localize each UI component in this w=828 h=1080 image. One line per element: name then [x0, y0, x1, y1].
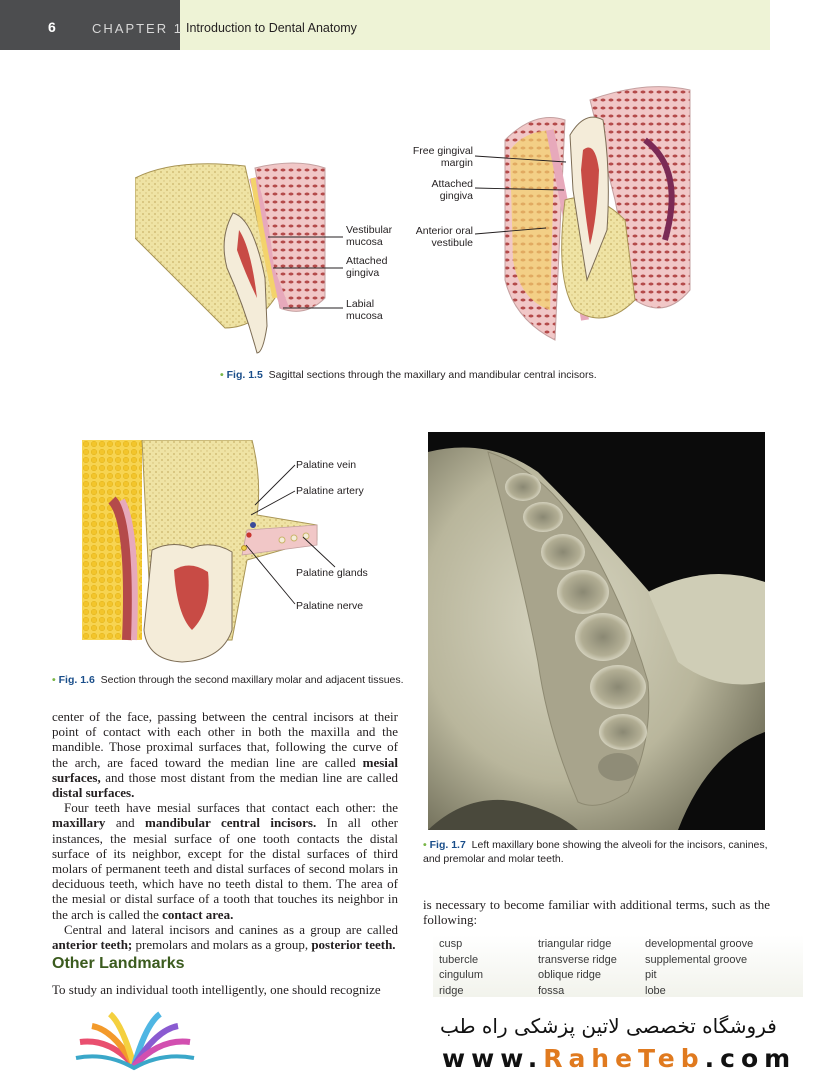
section-heading: Other Landmarks — [52, 955, 185, 972]
term-item: developmental groove — [645, 938, 754, 950]
term-item: cusp — [439, 938, 463, 950]
body-text-left — [52, 709, 398, 952]
label-labial-mucosa: Labial mucosa — [346, 298, 383, 322]
label-palatine-nerve: Palatine nerve — [296, 600, 364, 612]
terms-column-2 — [538, 937, 617, 999]
fig-1-7-caption: • Fig. 1.7 Left maxillary bone showing the alveoli for the incisors, canines, and premolar and molar teeth. — [423, 839, 768, 865]
label-palatine-glands: Palatine glands — [296, 567, 368, 579]
fig-1-6-number: Fig. 1.6 — [58, 674, 95, 686]
term-item: lobe — [645, 984, 666, 997]
term-item: cingulum — [439, 969, 484, 981]
term-item: ridge — [439, 984, 464, 997]
fig-1-5-number: Fig. 1.5 — [226, 369, 263, 381]
term-item: triangular ridge — [538, 938, 612, 950]
fig-1-7-caption-text: Left maxillary bone showing the alveoli for the incisors, canines, and premolar and molar teeth. — [423, 839, 768, 865]
label-vestibular-mucosa: Vestibular mucosa — [346, 224, 393, 248]
fig-1-5-caption-text: Sagittal sections through the maxillary and mandibular central incisors. — [268, 369, 597, 381]
page-number: 6 — [48, 19, 56, 35]
fig-1-6-caption: • Fig. 1.6 Section through the second maxillary molar and adjacent tissues. — [52, 674, 404, 686]
footer-url[interactable]: www.RaheTeb.com — [442, 1044, 797, 1073]
paragraph-1: center of the face, passing between the central incisors at their point of contact with each other in both the maxilla and the mandible. Those proximal surfaces that, following the curve of the arch, are faced toward the median line are called mesial surfaces, and those most distant from the median line are called distal surfaces. — [52, 709, 398, 801]
chapter-title: Introduction to Dental Anatomy — [186, 21, 357, 35]
label-attached-gingiva-left: Attached gingiva — [346, 255, 388, 279]
fig-1-5-caption: • Fig. 1.5 Sagittal sections through the maxillary and mandibular central incisors. — [220, 369, 597, 381]
label-anterior-oral-vestibule: Anterior oral vestibule — [415, 225, 473, 249]
term-item: pit — [645, 969, 657, 981]
book-logo-icon — [70, 1008, 200, 1072]
label-palatine-vein: Palatine vein — [296, 459, 357, 471]
term-item: transverse ridge — [538, 953, 617, 966]
paragraph-3: Central and lateral incisors and canines as a group are called anterior teeth; premolars and molars as a group, posterior teeth. — [52, 921, 398, 953]
term-distal-surfaces: distal surfaces. — [52, 785, 135, 801]
term-mesial-surfaces: mesial surfaces, — [52, 754, 398, 785]
body-text-right-intro: is necessary to become familiar with additional terms, such as the following: — [423, 897, 770, 928]
term-item: tubercle — [439, 953, 479, 966]
paragraph-4: To study an individual tooth intelligently, one should recognize — [52, 982, 381, 997]
label-free-gingival-margin: Free gingival margin — [412, 145, 473, 169]
label-attached-gingiva-right: Attached gingiva — [431, 178, 473, 202]
term-anterior-teeth: anterior teeth; — [52, 937, 133, 953]
term-contact-area: contact area. — [162, 906, 234, 922]
term-posterior-teeth: posterior teeth. — [311, 937, 396, 953]
term-item: fossa — [538, 984, 565, 997]
label-palatine-artery: Palatine artery — [296, 485, 364, 497]
chapter-label: CHAPTER 1 — [92, 21, 183, 36]
terms-list — [433, 935, 803, 997]
fig-1-7-number: Fig. 1.7 — [429, 839, 466, 851]
terms-column-1 — [439, 937, 483, 999]
fig-1-6-caption-text: Section through the second maxillary molar and adjacent tissues. — [100, 674, 404, 686]
fig-1-7-photo — [428, 432, 765, 830]
terms-column-3 — [645, 937, 753, 999]
term-item: oblique ridge — [538, 969, 601, 981]
paragraph-2: Four teeth have mesial surfaces that contact each other: the maxillary and mandibular central incisors. In all other instances, the mesial surface of one tooth contacts the distal surface of its neighbor, except for the distal surfaces of third molars of permanent teeth and distal surfaces of second molars in deciduous teeth, which have no teeth distal to them. The area of the mesial or distal surface of a tooth that touches its neighbor in the arch is called the contact area. — [52, 800, 398, 922]
term-item: supplemental groove — [645, 953, 748, 966]
footer-store-name: فروشگاه تخصصی لاتین پزشکی راه طب — [440, 1014, 777, 1038]
